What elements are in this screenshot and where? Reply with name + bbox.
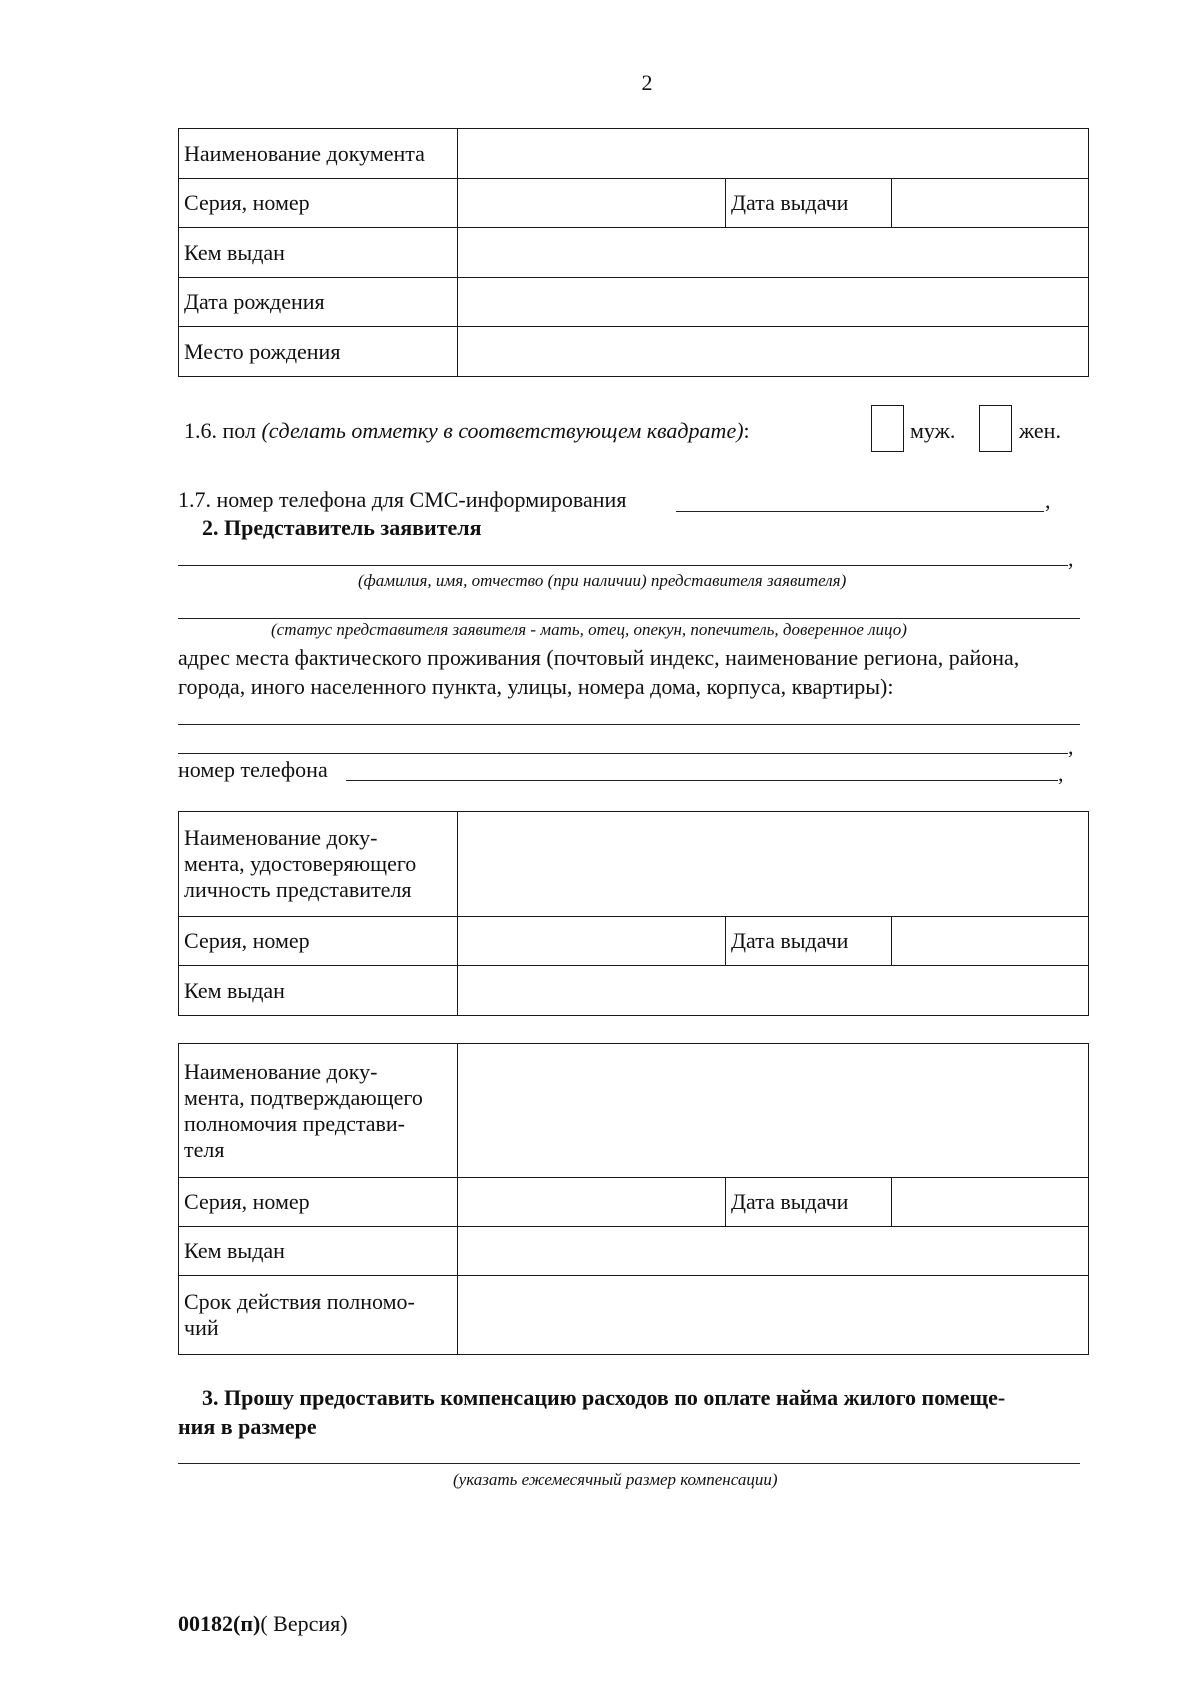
representative-status-caption: (статус представителя заявителя - мать, отец, опекун, попечитель, доверенное лицо) bbox=[271, 620, 907, 639]
authority-validity-label: Срок действия полномо- чий bbox=[179, 1276, 458, 1355]
sms-phone-field[interactable] bbox=[676, 511, 1044, 512]
issue-date-field[interactable] bbox=[892, 179, 1089, 228]
birth-place-label: Место рождения bbox=[179, 327, 458, 377]
document-name-field[interactable] bbox=[458, 129, 1089, 179]
birth-date-label: Дата рождения bbox=[179, 278, 458, 327]
compensation-caption: (указать ежемесячный размер компенсации) bbox=[453, 1470, 778, 1489]
issue-date-label: Дата выдачи bbox=[726, 179, 892, 228]
form-version: ( Версия) bbox=[260, 1611, 348, 1636]
birth-place-field[interactable] bbox=[458, 327, 1089, 377]
authority-issued-by-label: Кем выдан bbox=[179, 1227, 458, 1276]
authority-document-label: Наименование доку- мента, подтверждающего полномочия представи- теля bbox=[179, 1044, 458, 1178]
authority-issue-date-field[interactable] bbox=[892, 1178, 1089, 1227]
compensation-amount-field[interactable] bbox=[178, 1463, 1080, 1464]
section3-text-line2: ния в размере bbox=[178, 1414, 317, 1439]
issued-by-label: Кем выдан bbox=[179, 228, 458, 278]
page-number: 2 bbox=[641, 70, 653, 95]
series-number-field[interactable] bbox=[458, 179, 726, 228]
rep-id-series-label: Серия, номер bbox=[179, 917, 458, 966]
authority-validity-field[interactable] bbox=[458, 1276, 1089, 1355]
address-field-line1[interactable] bbox=[178, 724, 1080, 725]
birth-date-field[interactable] bbox=[458, 278, 1089, 327]
representative-status-field[interactable] bbox=[178, 618, 1080, 619]
document-name-label: Наименование документа bbox=[179, 129, 458, 179]
representative-phone-field[interactable] bbox=[346, 780, 1058, 781]
rep-id-issue-date-label: Дата выдачи bbox=[726, 917, 892, 966]
applicant-document-table bbox=[178, 128, 1089, 377]
series-number-label: Серия, номер bbox=[179, 179, 458, 228]
authority-document-table bbox=[178, 1043, 1089, 1355]
representative-phone-label: номер телефона bbox=[178, 757, 328, 782]
sex-label: 1.6. пол bbox=[184, 418, 262, 443]
authority-series-field[interactable] bbox=[458, 1178, 726, 1227]
address-text-line1: адрес места фактического проживания (почтовый индекс, наименование региона, района, bbox=[178, 645, 1020, 670]
rep-id-issue-date-field[interactable] bbox=[892, 917, 1089, 966]
female-checkbox[interactable] bbox=[979, 405, 1012, 452]
authority-document-field[interactable] bbox=[458, 1044, 1089, 1178]
rep-id-issued-by-label: Кем выдан bbox=[179, 966, 458, 1016]
authority-issued-by-field[interactable] bbox=[458, 1227, 1089, 1276]
rep-id-document-label: Наименование доку- мента, удостоверяющего личность представителя bbox=[179, 812, 458, 917]
rep-id-issued-by-field[interactable] bbox=[458, 966, 1089, 1016]
form-code-number: 00182(п) bbox=[178, 1611, 261, 1636]
section3-text-line1: 3. Прошу предоставить компенсацию расходов по оплате найма жилого помеще- bbox=[202, 1385, 1006, 1410]
female-label: жен. bbox=[1019, 418, 1061, 443]
sms-phone-label: 1.7. номер телефона для СМС-информирования bbox=[178, 487, 627, 512]
representative-heading: 2. Представитель заявителя bbox=[202, 515, 482, 540]
address-field-line2[interactable] bbox=[178, 753, 1068, 754]
male-label: муж. bbox=[910, 418, 956, 443]
rep-id-document-field[interactable] bbox=[458, 812, 1089, 917]
authority-series-label: Серия, номер bbox=[179, 1178, 458, 1227]
representative-name-field[interactable] bbox=[178, 565, 1068, 566]
male-checkbox[interactable] bbox=[871, 405, 904, 452]
representative-name-caption: (фамилия, имя, отчество (при наличии) представителя заявителя) bbox=[358, 571, 847, 590]
representative-id-table bbox=[178, 811, 1089, 1016]
sex-hint: (сделать отметку в соответствующем квадрате) bbox=[261, 418, 744, 443]
rep-id-series-field[interactable] bbox=[458, 917, 726, 966]
form-code bbox=[178, 1611, 348, 1637]
authority-issue-date-label: Дата выдачи bbox=[726, 1178, 892, 1227]
issued-by-field[interactable] bbox=[458, 228, 1089, 278]
sex-line: 1.6. пол (сделать отметку в соответствующем квадрате): bbox=[184, 418, 750, 443]
address-text-line2: города, иного населенного пункта, улицы, номера дома, корпуса, квартиры): bbox=[178, 674, 894, 699]
